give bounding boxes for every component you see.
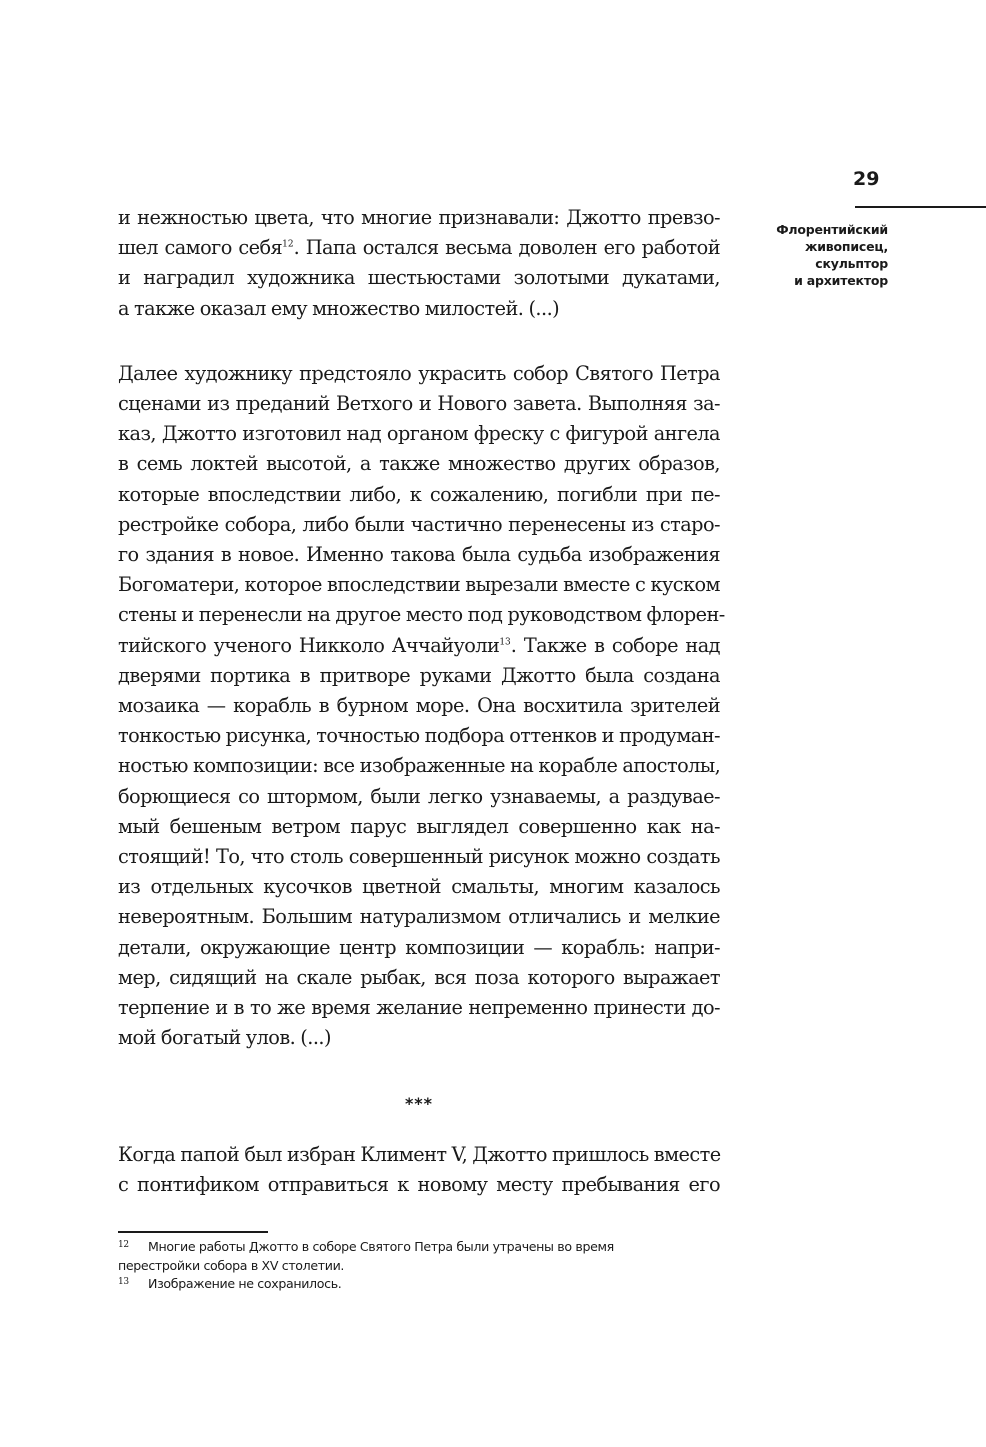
footnote xyxy=(118,1275,722,1294)
footnote-rule xyxy=(118,1231,268,1233)
text-line: из отдельных кусочков цветной смальты, многим казалось xyxy=(118,875,720,899)
section-break: *** xyxy=(404,1094,434,1113)
text-fragment: . Также в соборе над xyxy=(510,633,720,657)
text-line: мый бешеным ветром парус выглядел совершенно как на- xyxy=(118,814,720,838)
running-head-line: Флорентийский xyxy=(776,222,888,237)
text-line: невероятным. Большим натурализмом отличались и мелкие xyxy=(118,905,720,929)
paragraph-1 xyxy=(118,203,720,324)
footnote-ref[interactable]: 12 xyxy=(282,239,294,250)
text-line: мер, сидящий на скале рыбак, вся поза которого выражает xyxy=(118,965,720,989)
running-head-line: и архитектор xyxy=(794,273,888,288)
running-head-line: скульптор xyxy=(815,256,888,271)
paragraph-2 xyxy=(118,359,725,1054)
footnote-continuation: перестройки собора в XV столетии. xyxy=(118,1257,345,1273)
text-line: в семь локтей высотой, а также множество других образов, xyxy=(118,452,720,476)
text-line: мозаика — корабль в бурном море. Она восхитила зрителей xyxy=(118,694,720,718)
text-fragment: тийского ученого Никколо Аччайуоли xyxy=(118,633,500,657)
footnote-number: 12 xyxy=(118,1240,129,1250)
text-line xyxy=(118,233,720,263)
text-line: сценами из преданий Ветхого и Нового завета. Выполняя за- xyxy=(118,392,720,416)
page-number-rule xyxy=(855,206,986,208)
footnote-text: Изображение не сохранилось. xyxy=(148,1276,342,1291)
text-line: и наградил художника шестьюстами золотыми дукатами, xyxy=(118,266,720,290)
page-number: 29 xyxy=(853,168,880,190)
paragraph-3 xyxy=(118,1140,720,1200)
text-line: Богоматери, которое впоследствии вырезали вместе с куском xyxy=(118,573,720,597)
running-head xyxy=(728,221,888,289)
text-line: а также оказал ему множество милостей. (...) xyxy=(118,296,560,320)
text-line: мой богатый улов. (...) xyxy=(118,1026,331,1050)
paragraph-gap xyxy=(118,324,720,359)
text-line: которые впоследствии либо, к сожалению, погибли при пе- xyxy=(118,482,720,506)
text-line: Когда папой был избран Климент V, Джотто пришлось вместе xyxy=(118,1143,721,1166)
text-fragment: шел самого себя xyxy=(118,236,283,260)
text-line: каз, Джотто изготовил над органом фреску с фигурой ангела xyxy=(118,422,720,446)
footnote-text: Многие работы Джотто в соборе Святого Петра были утрачены во время xyxy=(148,1239,614,1254)
text-line: детали, окружающие центр композиции — корабль: напри- xyxy=(118,935,720,959)
text-line xyxy=(118,631,720,661)
text-line: го здания в новое. Именно такова была судьба изображения xyxy=(118,543,720,567)
text-line: ностью композиции: все изображенные на корабле апостолы, xyxy=(118,754,721,778)
footnotes xyxy=(118,1238,722,1294)
text-line: борющиеся со штормом, были легко узнаваемы, а раздувае- xyxy=(118,784,720,808)
text-line: дверями портика в притворе руками Джотто была создана xyxy=(118,663,720,687)
text-line: стоящий! То, что столь совершенный рисунок можно создать xyxy=(118,845,720,869)
text-line: и нежностью цвета, что многие признавали: Джотто превзо- xyxy=(118,206,720,229)
footnote-ref[interactable]: 13 xyxy=(499,637,511,648)
text-line: терпение и в то же время желание непременно принести до- xyxy=(118,996,720,1020)
text-line: стены и перенесли на другое место под руководством флорен- xyxy=(118,603,725,627)
text-line: тонкостью рисунка, точностью подбора оттенков и продуман- xyxy=(118,724,720,748)
footnote-number: 13 xyxy=(118,1277,129,1287)
text-line: Далее художнику предстояло украсить собор Святого Петра xyxy=(118,361,720,385)
text-line: с понтификом отправиться к новому месту пребывания его xyxy=(118,1173,720,1197)
main-text xyxy=(118,203,725,1053)
running-head-line: живописец, xyxy=(805,239,888,254)
footnote xyxy=(118,1238,722,1257)
text-fragment: . Папа остался весьма доволен его работой xyxy=(293,236,720,260)
text-line: рестройке собора, либо были частично перенесены из старо- xyxy=(118,512,720,536)
